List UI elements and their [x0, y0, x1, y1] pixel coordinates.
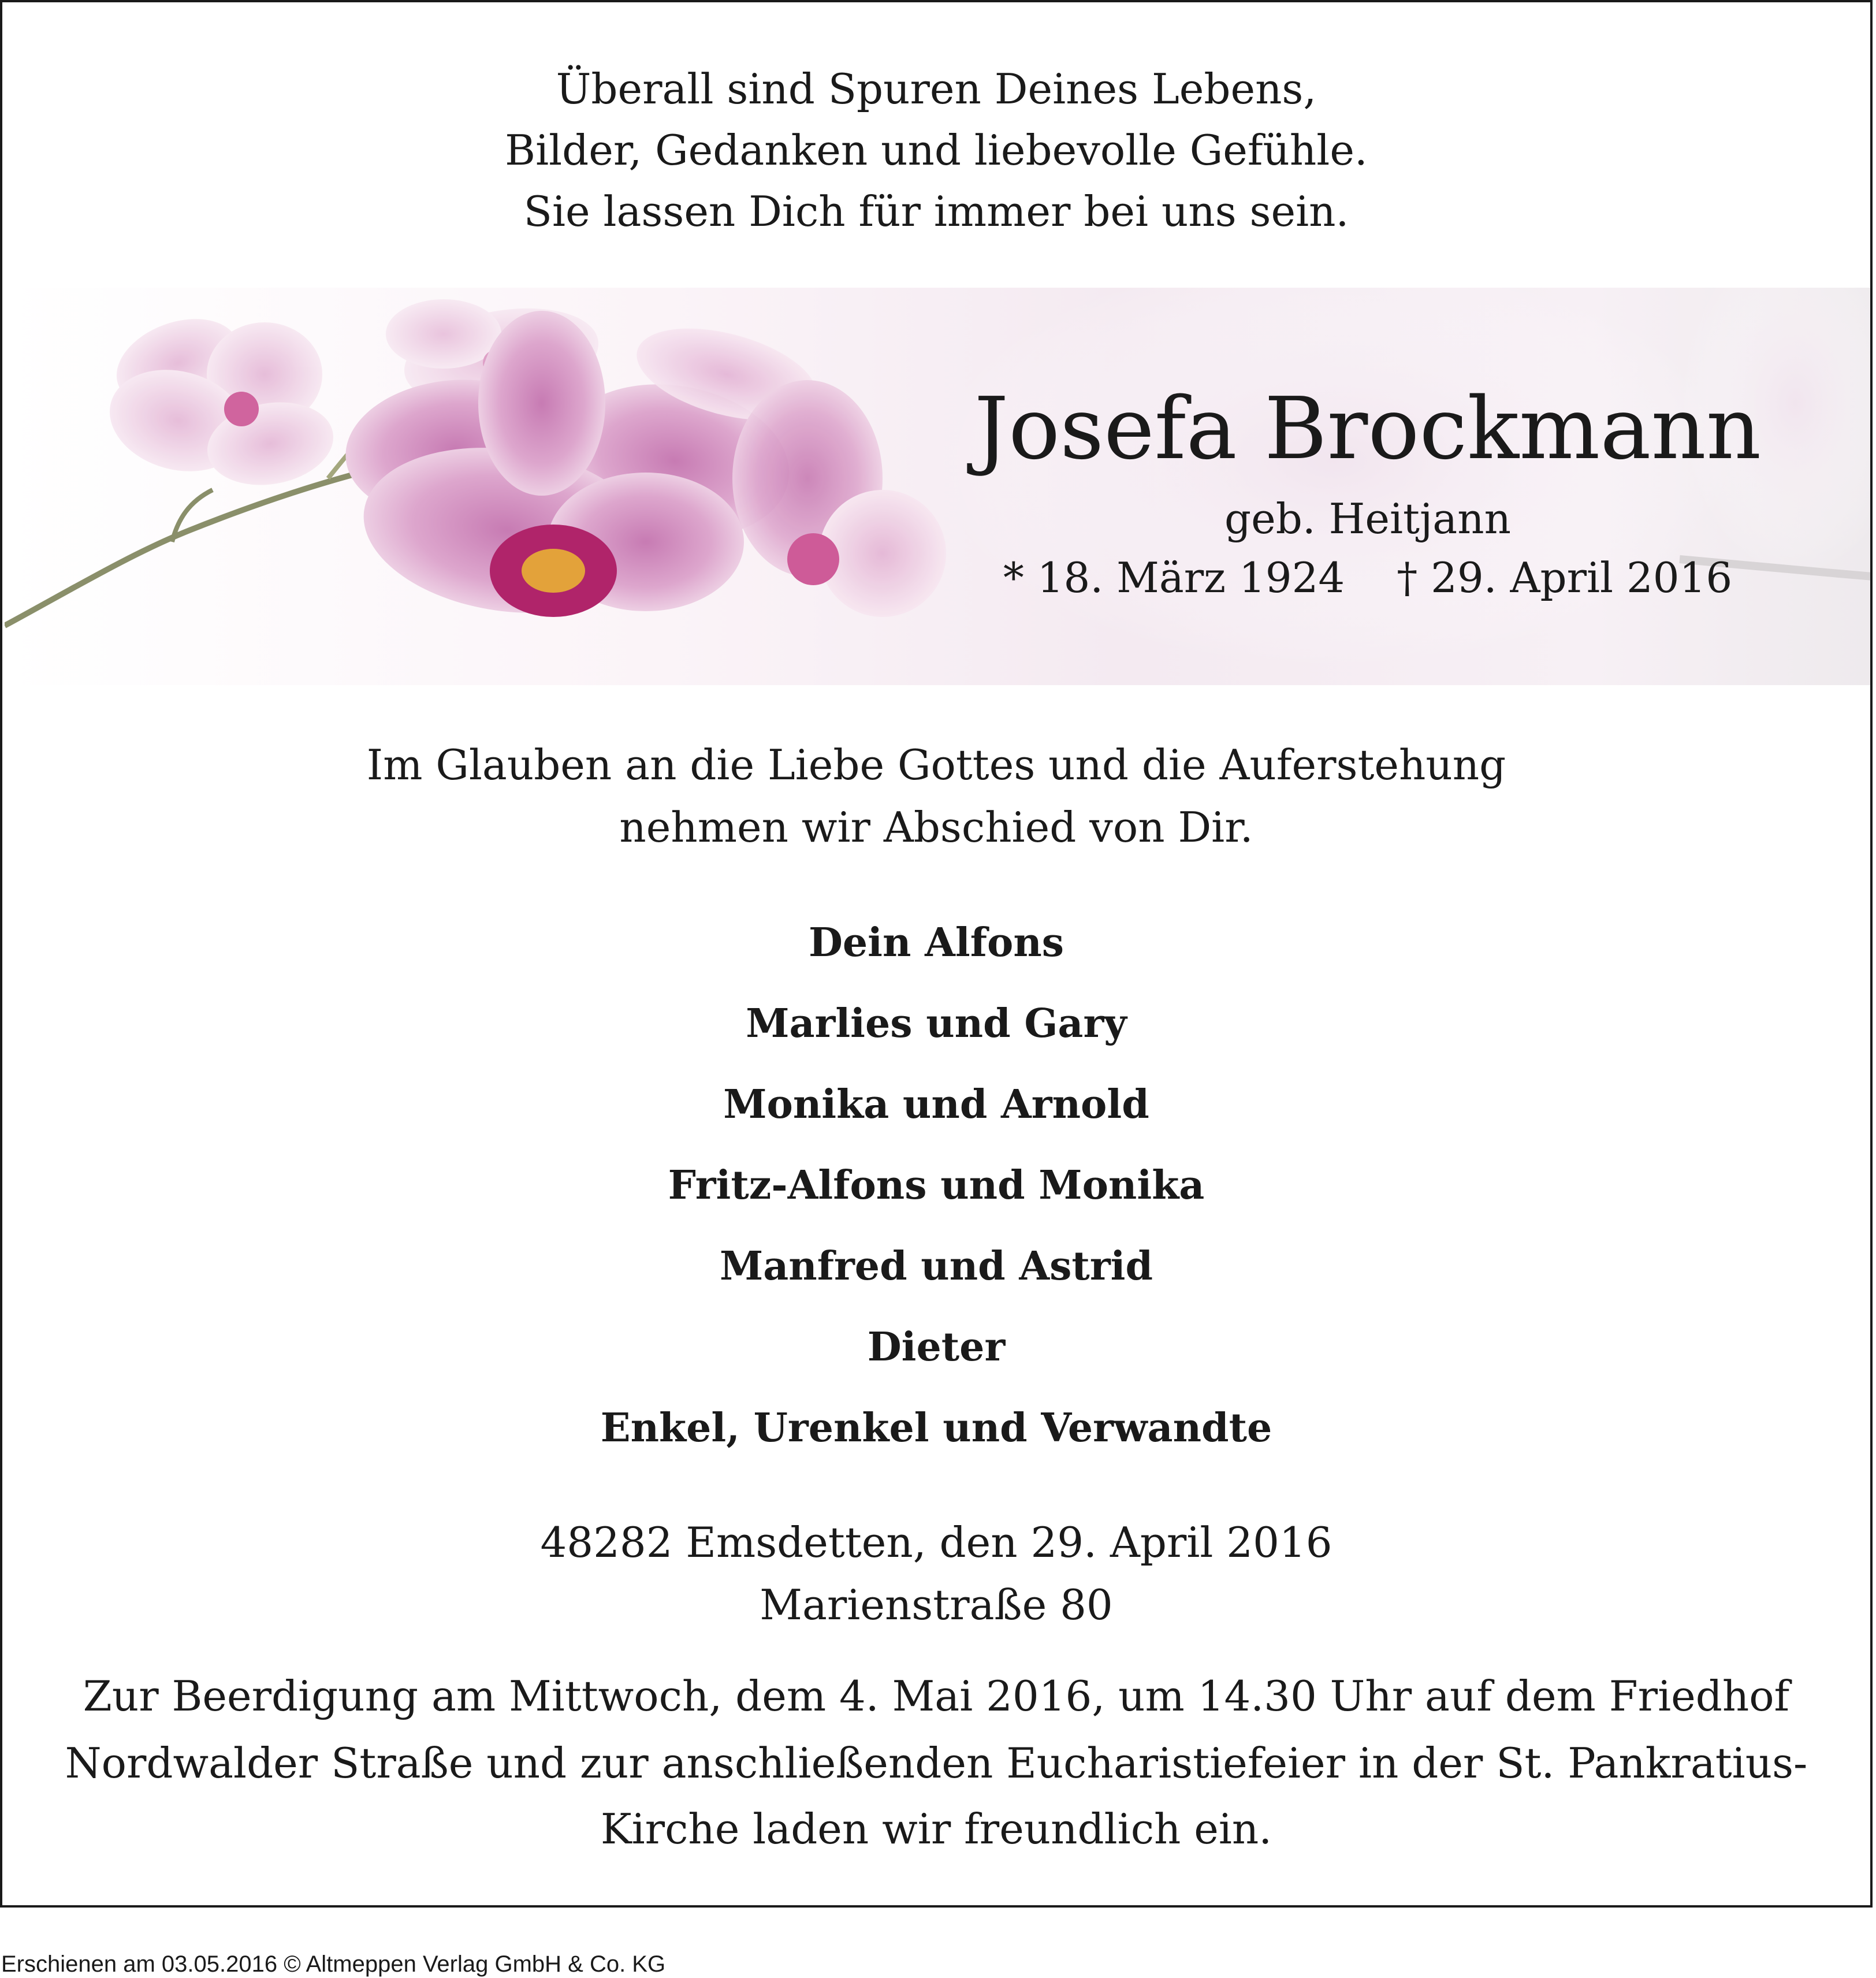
farewell-line: nehmen wir Abschied von Dir. [619, 803, 1253, 852]
funeral-line: Kirche laden wir freundlich ein. [600, 1805, 1272, 1853]
deceased-info [917, 379, 1818, 602]
death-date: † 29. April 2016 [1397, 553, 1733, 602]
maiden-name: geb. Heitjann [1224, 494, 1511, 543]
mourner-name: Dieter [867, 1324, 1006, 1370]
mourner-name: Enkel, Urenkel und Verwandte [600, 1405, 1272, 1451]
mourner-name: Manfred und Astrid [719, 1243, 1153, 1289]
orchid-banner [5, 288, 1873, 685]
mourner-name: Marlies und Gary [746, 1001, 1127, 1047]
verse-line: Bilder, Gedanken und liebevolle Gefühle. [505, 126, 1368, 174]
verse-line: Sie lassen Dich für immer bei uns sein. [523, 187, 1349, 236]
mourner-name: Dein Alfons [808, 920, 1064, 966]
funeral-line: Zur Beerdigung am Mittwoch, dem 4. Mai 2016, um 14.30 Uhr auf dem Friedhof [83, 1672, 1790, 1720]
funeral-line: Nordwalder Straße und zur anschließenden Eucharistiefeier in der St. Pankratius- [65, 1739, 1808, 1787]
deceased-name: Josefa Brockmann [974, 379, 1762, 478]
farewell-line: Im Glauben an die Liebe Gottes und die Auferstehung [366, 741, 1506, 789]
address: Marienstraße 80 [760, 1581, 1113, 1629]
verse-line: Überall sind Spuren Deines Lebens, [556, 65, 1317, 113]
mourner-name: Fritz-Alfons und Monika [668, 1162, 1205, 1209]
place-date: 48282 Emsdetten, den 29. April 2016 [540, 1518, 1332, 1567]
birth-date: * 18. März 1924 [1003, 553, 1345, 602]
mourner-name: Monika und Arnold [723, 1081, 1149, 1128]
life-dates [917, 553, 1818, 602]
publication-footer: Erschienen am 03.05.2016 © Altmeppen Verlag GmbH & Co. KG [1, 1951, 666, 1977]
